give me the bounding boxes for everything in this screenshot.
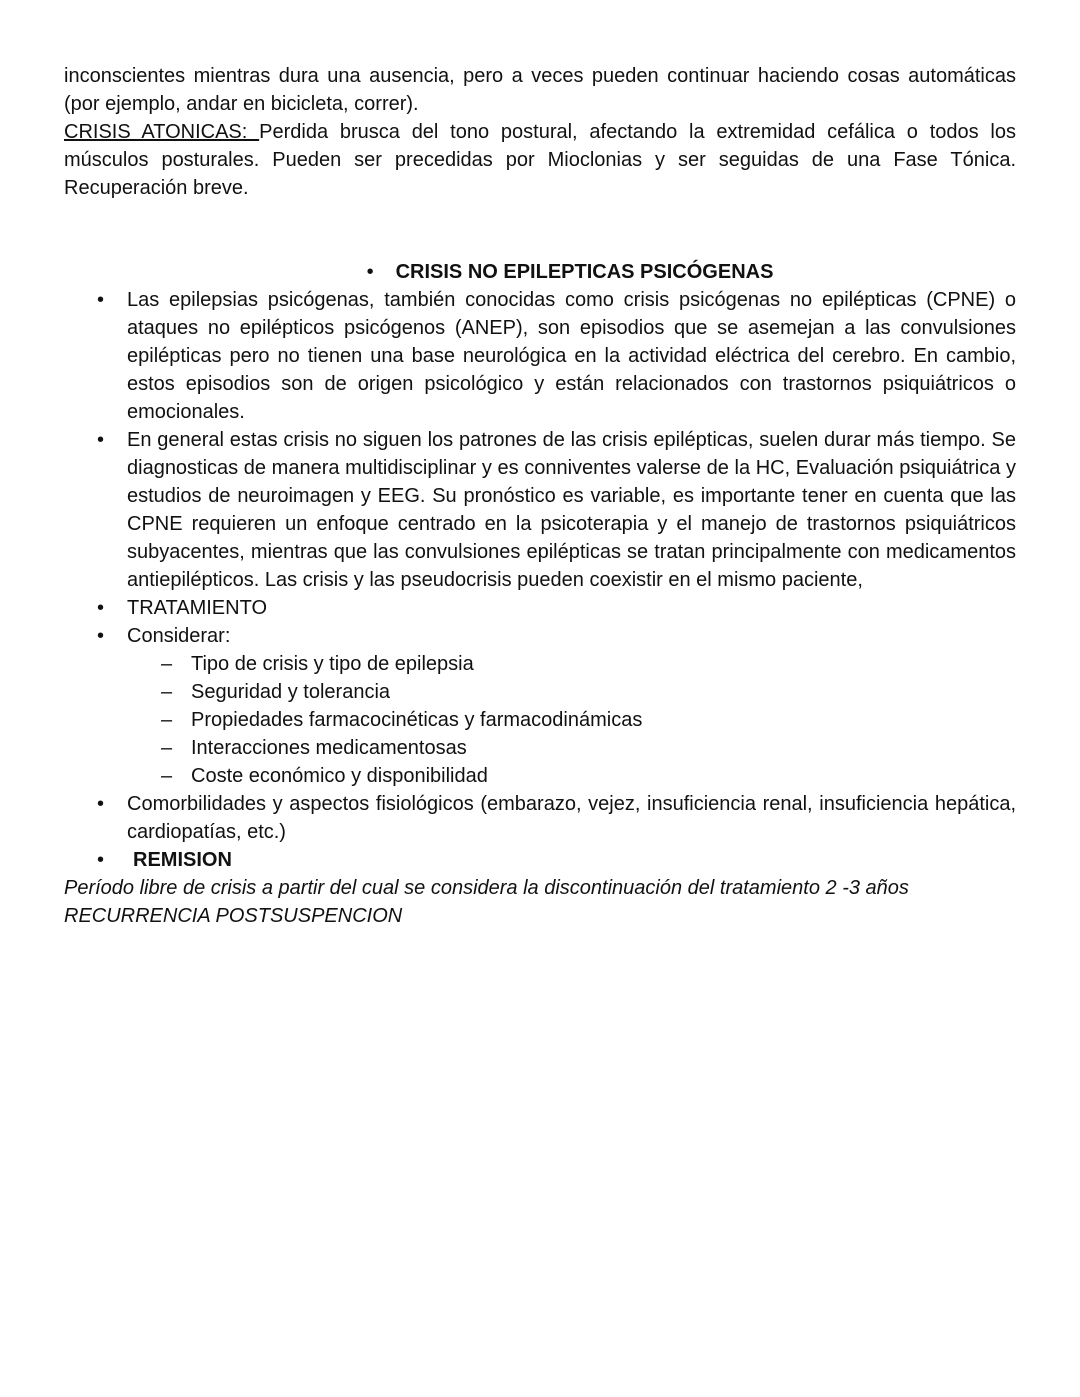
document-page bbox=[64, 62, 1016, 930]
title-bullet: • bbox=[366, 261, 374, 283]
sub-list-item: – Propiedades farmacocinéticas y farmacodinámicas bbox=[191, 706, 1016, 734]
list-item: • TRATAMIENTO bbox=[127, 594, 1016, 622]
considerar-list bbox=[127, 650, 1016, 790]
recurrencia-text: RECURRENCIA POSTSUSPENCION bbox=[64, 905, 403, 927]
list-item bbox=[127, 622, 1016, 790]
section-title-text: CRISIS NO EPILEPTICAS PSICÓGENAS bbox=[395, 261, 774, 283]
remision-text: Período libre de crisis a partir del cual se considera la discontinuación del tratamiento 2 -3 años bbox=[64, 877, 909, 899]
main-list bbox=[64, 286, 1016, 874]
section-title bbox=[64, 258, 1016, 286]
considerar-label: Considerar: bbox=[127, 625, 231, 647]
sub-list-item: – Seguridad y tolerancia bbox=[191, 678, 1016, 706]
list-item bbox=[127, 846, 1016, 874]
paragraph-ausencias: inconscientes mientras dura una ausencia, pero a veces pueden continuar haciendo cosas automáticas (por ejemplo, andar en bicicleta, correr). bbox=[64, 65, 1016, 115]
list-item: • Las epilepsias psicógenas, también conocidas como crisis psicógenas no epilépticas (CPNE) o ataques no epilépticos psicógenos (ANEP), son episodios que se asemejan a las convulsiones epilépticas pero no tienen una base neurológica en la actividad eléctrica del cerebro. En cambio, estos episodios son de origen psicológico y están relacionados con trastornos psiquiátricos o emocionales. bbox=[127, 286, 1016, 426]
sub-list-item: – Coste económico y disponibilidad bbox=[191, 762, 1016, 790]
sub-list-item: – Interacciones medicamentosas bbox=[191, 734, 1016, 762]
sub-list-item: – Tipo de crisis y tipo de epilepsia bbox=[191, 650, 1016, 678]
atonic-label: CRISIS ATONICAS: bbox=[64, 121, 260, 143]
list-item: • Comorbilidades y aspectos fisiológicos (embarazo, vejez, insuficiencia renal, insuficiencia hepática, cardiopatías, etc.) bbox=[127, 790, 1016, 846]
paragraph-atonicas bbox=[64, 118, 1016, 202]
list-item: • En general estas crisis no siguen los patrones de las crisis epilépticas, suelen durar más tiempo. Se diagnosticas de manera multidisciplinar y es conniventes valerse de la HC, Evaluación psiquiátrica y estudios de neuroimagen y EEG. Su pronóstico es variable, es importante tener en cuenta que las CPNE requieren un enfoque centrado en la psicoterapia y el manejo de trastornos psiquiátricos subyacentes, mientras que las convulsiones epilépticas se tratan principalmente con medicamentos antiepilépticos. Las crisis y las pseudocrisis pueden coexistir en el mismo paciente, bbox=[127, 426, 1016, 594]
atonic-text: Perdida brusca del tono postural, afectando la extremidad cefálica o todos los músculos posturales. Pueden ser precedidas por Mioclonias y ser seguidas de una Fase Tónica. Recuperación breve. bbox=[64, 121, 1016, 199]
remision-heading: REMISION bbox=[133, 849, 232, 871]
